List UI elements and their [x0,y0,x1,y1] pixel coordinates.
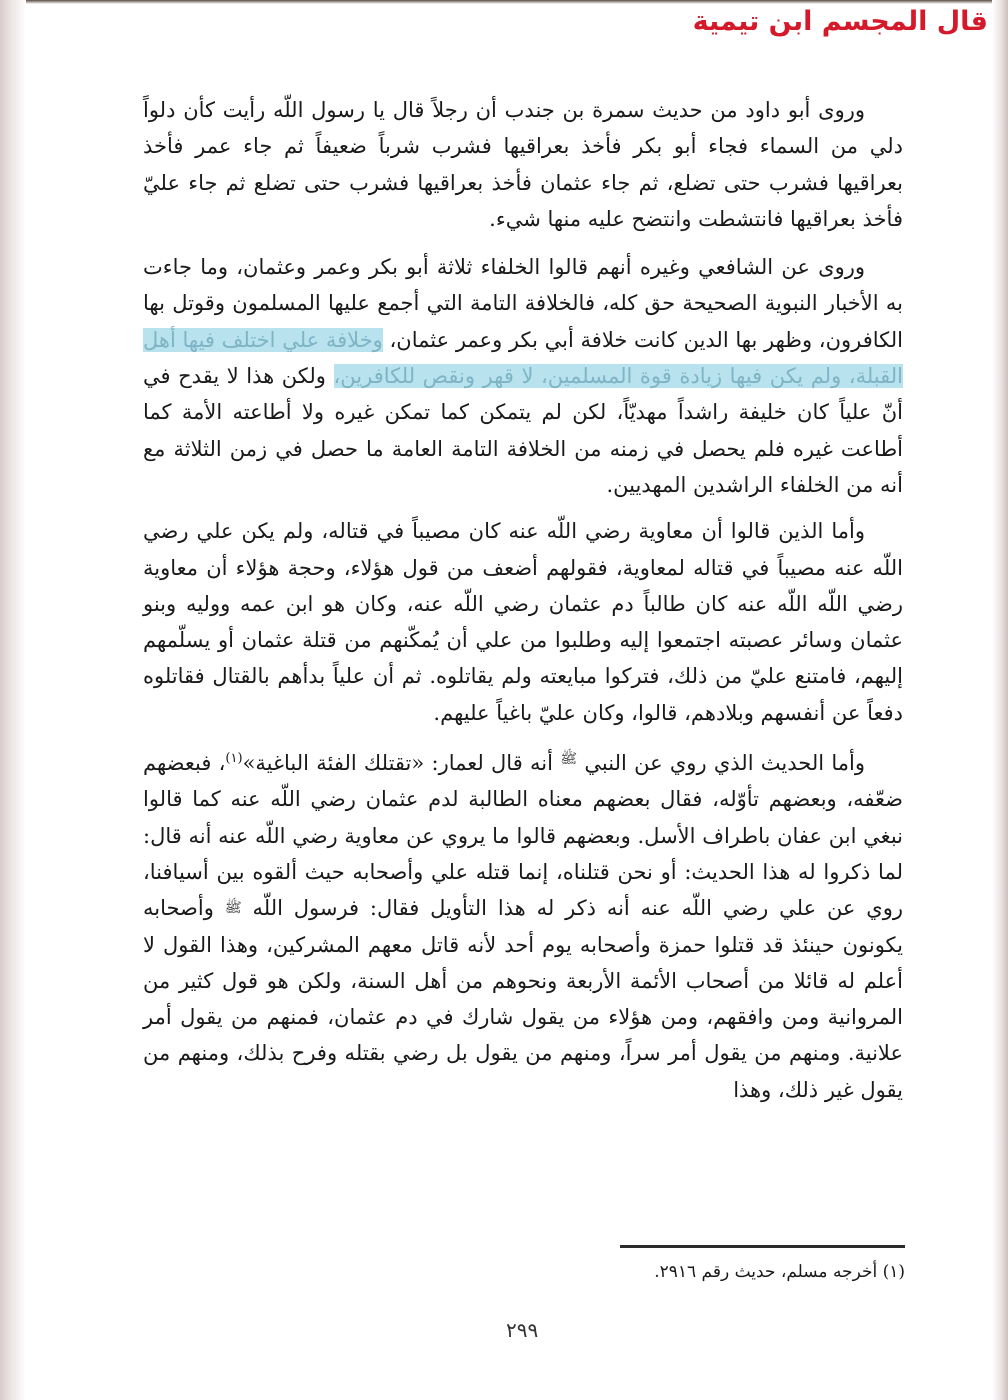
page-edge-left [0,0,26,1400]
paragraph-4-part2: أنه قال لعمار: «تقتلك الفئة الباغية» [242,751,553,776]
footnote-reference[interactable]: (١) [225,751,243,767]
paragraph-4 [143,741,903,1108]
page-number: ٢٩٩ [506,1318,539,1342]
footnote-divider [620,1245,905,1248]
highlighted-text[interactable]: وخلافة علي اختلف فيها أهل القبلة، ولم يكن فيها زيادة قوة المسلمين، لا قهر ونقص للكافرين، [143,327,903,389]
paragraph-4-part3: ، فبعضهم ضعّفه، وبعضهم تأوّله، فقال بعضهم معناه الطالبة لدم عثمان رضي اللّه عنه كما قالوا نبغي ابن عفان باطراف الأسل. وبعضهم قالوا ما يروي عن معاوية رضي اللّه عنه أنه قال: لما ذكروا له هذا الحديث: أو نحن قتلناه، إنما قتله علي وأصحابه حيث ألقوه بين أسيافنا، روي عن علي رضي اللّه عنه أنه ذكر له هذا التأويل فقال: فرسول اللّه [143,751,904,921]
salawat-glyph-icon-2: ﷺ [224,900,242,917]
paragraph-2-after: ولكن هذا لا يقدح في أنّ علياً كان خليفة راشداً مهديّاً، لكن لم يتمكن كما تمكن غيره ولا أطاعته الأمة كما أطاعت غيره فلم يحصل في زمنه من الخلافة التامة العامة ما حصل في زمن الثلاثة مع أنه من الخلفاء الراشدين المهديين. [143,364,903,497]
page-body [143,92,903,1118]
paragraph-4-part1: وأما الحديث الذي روي عن النبي [584,751,865,776]
paragraph-2-before: وروى عن الشافعي وغيره أنهم قالوا الخلفاء ثلاثة أبو بكر وعمر وعثمان، وما جاءت به الأخبار النبوية الصحيحة حق كله، فالخلافة التامة التي أجمع عليها المسلمون وقوتل بها الكافرون، وظهر بها الدين كانت خلافة أبي بكر وعمر عثمان، [143,255,903,352]
salawat-glyph-icon: ﷺ [560,751,578,768]
paragraph-2 [143,249,903,503]
paragraph-3: وأما الذين قالوا أن معاوية رضي اللّه عنه كان مصيباً في قتاله، ولم يكن علي رضي اللّه عنه مصيباً في قتاله لمعاوية، فقولهم أضعف من قول هؤلاء، وحجة هؤلاء أن معاوية رضي اللّه اللّه عنه كان طالباً دم عثمان رضي اللّه عنه، وكان هو ابن عمه ووليه وبنو عثمان وسائر عصبته اجتمعوا إليه وطلبوا من علي أن يُمكّنهم من قتلة عثمان أو يسلّمهم إليهم، فامتنع عليّ من ذلك، فتركوا مبايعته ولم يقاتلوه. ثم أن علياً بدأهم بالقتال فقاتلوه دفعاً عن أنفسهم وبلادهم، قالوا، وكان عليّ باغياً عليهم. [143,519,903,725]
paragraph-4-part4: وأصحابه يكونون حينئذ قد قتلوا حمزة وأصحابه يوم أحد لأنه قاتل معهم المشركين، وهذا القول لا أعلم له قائلا من أصحاب الأئمة الأربعة ونحوهم من أهل السنة، ولكن هو قول كثير من المروانية ومن وافقهم، ومن هؤلاء من يقول شارك في دم عثمان، فمنهم من يقول أمر علانية. ومنهم من يقول أمر سراً، ومنهم من يقول بل رضي بقتله وفرح بذلك، ومنهم من يقول غير ذلك، وهذا [143,896,903,1102]
footnote: (١) أخرجه مسلم، حديث رقم ٢٩١٦. [654,1262,905,1282]
paragraph-1: وروى أبو داود من حديث سمرة بن جندب أن رجلاً قال يا رسول اللّه رأيت كأن دلواً دلي من السماء فجاء أبو بكر فأخذ بعراقيها فشرب شرباً ضعيفاً ثم جاء عمر فأخذ بعراقيها فشرب حتى تضلع، ثم جاء عثمان فأخذ بعراقيها فشرب حتى تضلع ثم جاء عليّ فأخذ بعراقيها فانتشطت وانتضح عليه منها شيء. [143,98,903,231]
page-edge-right [992,0,1008,1400]
header-title: قال المجسم ابن تيمية [692,6,988,37]
